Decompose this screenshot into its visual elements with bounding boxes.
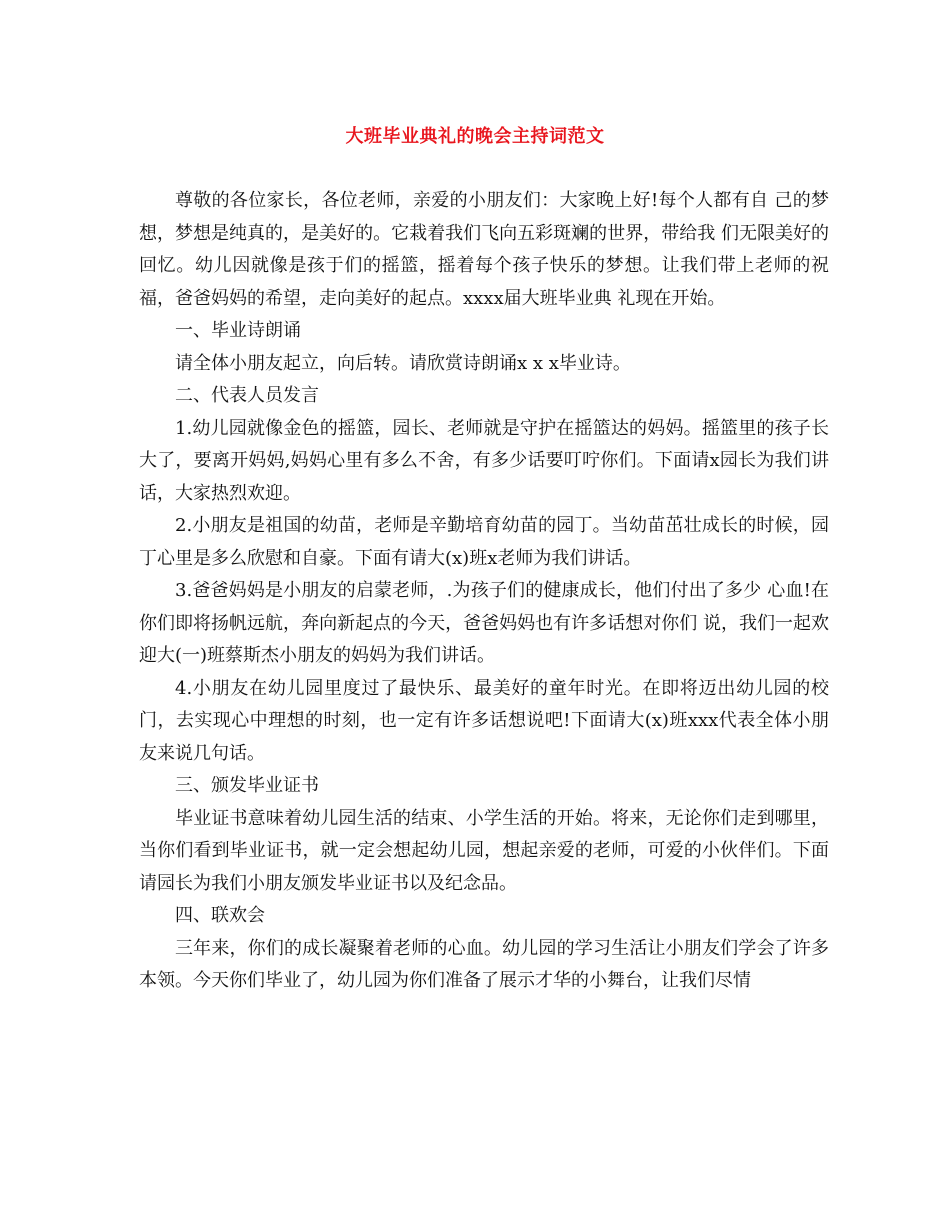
paragraph-speech-4: 4.小朋友在幼儿园里度过了最快乐、最美好的童年时光。在即将迈出幼儿园的校门，去实现心中理想的时刻，也一定有许多话想说吧!下面请大(x)班xxx代表全体小朋友来说几句话。 xyxy=(139,677,829,764)
paragraph-speech-2: 2.小朋友是祖国的幼苗，老师是辛勤培育幼苗的园丁。当幼苗茁壮成长的时候，园丁心里是多么欣慰和自豪。下面有请大(x)班x老师为我们讲话。 xyxy=(139,515,829,569)
paragraph-speech-3: 3.爸爸妈妈是小朋友的启蒙老师，.为孩子们的健康成长，他们付出了多少 心血!在你们即将扬帆远航，奔向新起点的今天，爸爸妈妈也有许多话想对你们 说，我们一起欢迎大(一)班蔡斯杰小朋友的妈妈为我们讲话。 xyxy=(139,580,829,666)
paragraph-speech-1: 1.幼儿园就像金色的摇篮，园长、老师就是守护在摇篮达的妈妈。摇篮里的孩子长大了，要离开妈妈,妈妈心里有多么不舍，有多少话要叮咛你们。下面请x园长为我们讲话，大家热烈欢迎。 xyxy=(139,417,829,504)
section-heading-poem: 一、毕业诗朗诵 xyxy=(175,320,301,341)
section-heading-speeches: 二、代表人员发言 xyxy=(175,385,319,406)
section-heading-certificates: 三、颁发毕业证书 xyxy=(175,775,319,796)
section-heading-party: 四、联欢会 xyxy=(175,905,265,926)
document-body xyxy=(139,185,829,998)
paragraph-intro: 尊敬的各位家长，各位老师，亲爱的小朋友们：大家晚上好!每个人都有自 己的梦想，梦想是纯真的，是美好的。它栽着我们飞向五彩斑斓的世界，带给我 们无限美好的回忆。幼儿因就像是孩于们的摇篮，摇着每个孩子快乐的梦想。让我们带上老师的祝福，爸爸妈妈的希望，走向美好的起点。xxxx届大班毕业典 礼现在开始。 xyxy=(139,190,829,309)
paragraph-party: 三年来，你们的成长凝聚着老师的心血。幼儿园的学习生活让小朋友们学会了许多本领。今天你们毕业了，幼儿园为你们准备了展示才华的小舞台，让我们尽情 xyxy=(139,937,829,991)
paragraph-poem: 请全体小朋友起立，向后转。请欣赏诗朗诵x x x毕业诗。 xyxy=(175,352,631,374)
document-title: 大班毕业典礼的晚会主持词范文 xyxy=(345,126,605,147)
paragraph-certificates: 毕业证书意味着幼儿园生活的结束、小学生活的开始。将来，无论你们走到哪里，当你们看到毕业证书，就一定会想起幼儿园，想起亲爱的老师，可爱的小伙伴们。下面请园长为我们小朋友颁发毕业证书以及纪念品。 xyxy=(139,807,829,894)
